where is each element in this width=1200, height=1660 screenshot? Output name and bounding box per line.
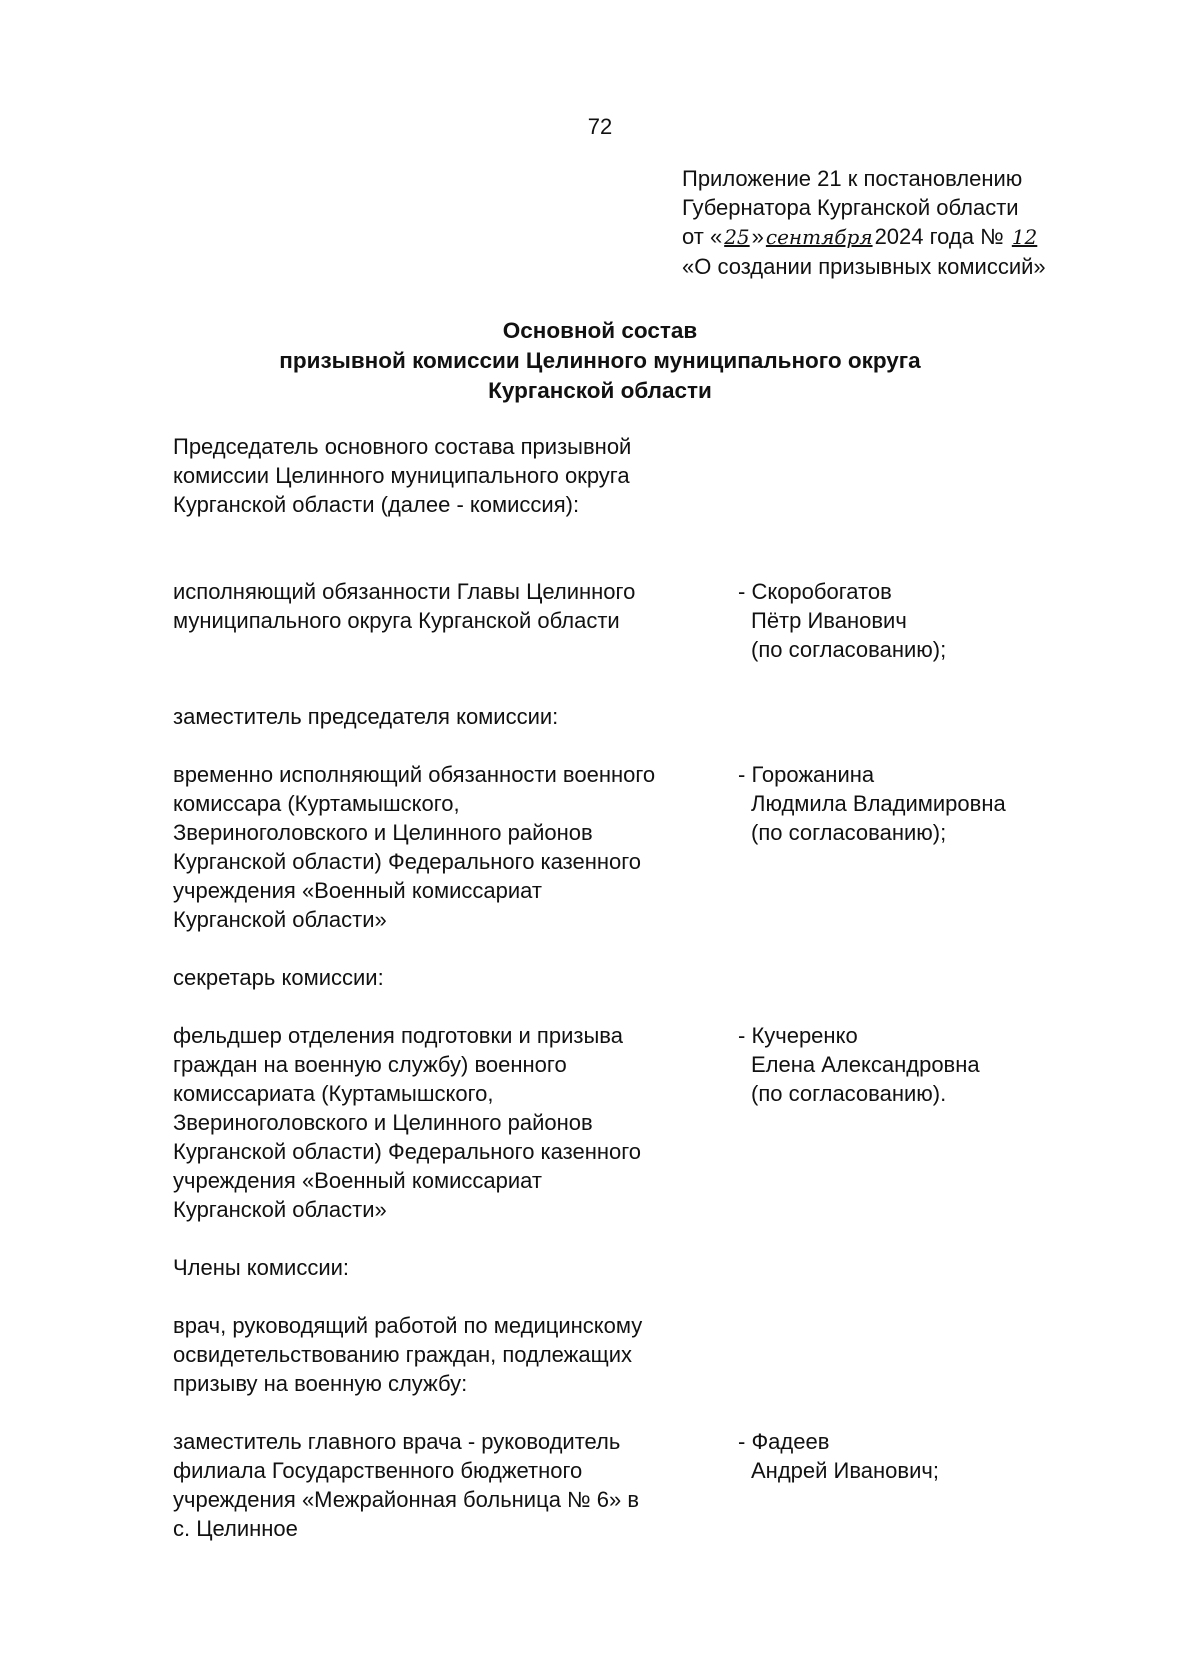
person-name — [738, 606, 1073, 635]
person-note-text: (по согласованию); — [751, 637, 947, 662]
appendix-header — [682, 164, 1192, 281]
entry-chairman-heading — [173, 432, 1073, 519]
text-line: учреждения «Межрайонная больница № 6» в — [173, 1487, 640, 1512]
person-note-text: (по согласованию). — [751, 1081, 947, 1106]
text-line: Курганской области) Федерального казенного — [173, 849, 642, 874]
text-line: секретарь комиссии: — [173, 965, 384, 990]
entry-right — [738, 1427, 1073, 1543]
entry-secretary — [173, 1021, 1073, 1224]
person-note — [738, 818, 1073, 847]
text-line: комиссара (Куртамышского, — [173, 791, 460, 816]
text-line: временно исполняющий обязанности военного — [173, 762, 656, 787]
appendix-date-mid: » — [751, 224, 764, 249]
text-line: учреждения «Военный комиссариат — [173, 878, 542, 903]
entry-left — [173, 1253, 738, 1282]
text-line: фельдшер отделения подготовки и призыва — [173, 1023, 623, 1048]
text-line: комиссии Целинного муниципального округа — [173, 463, 630, 488]
person-name-text: Елена Александровна — [751, 1052, 980, 1077]
text-line: Курганской области» — [173, 1197, 387, 1222]
person-surname: - Кучеренко — [738, 1023, 858, 1048]
entry-doctor-heading — [173, 1311, 1073, 1398]
entry-left — [173, 432, 738, 519]
entry-right — [738, 963, 1073, 992]
entry-chairman — [173, 577, 1073, 664]
entry-deputy-heading — [173, 702, 1073, 731]
appendix-line-2: Губернатора Курганской области — [682, 195, 1019, 220]
text-line: комиссариата (Куртамышского, — [173, 1081, 494, 1106]
person-surname: - Скоробогатов — [738, 579, 892, 604]
text-line: с. Целинное — [173, 1516, 298, 1541]
person-name — [738, 789, 1073, 818]
title-line-3: Курганской области — [488, 378, 712, 403]
text-line: освидетельствованию граждан, подлежащих — [173, 1342, 632, 1367]
appendix-line-4: «О создании призывных комиссий» — [682, 254, 1046, 279]
person-surname: - Фадеев — [738, 1429, 830, 1454]
person-note — [738, 1079, 1073, 1108]
title-line-1: Основной состав — [502, 318, 698, 343]
entry-right — [738, 1021, 1073, 1224]
text-line: Курганской области) Федерального казенного — [173, 1139, 642, 1164]
person-note — [738, 635, 1073, 664]
text-line: Члены комиссии: — [173, 1255, 350, 1280]
commission-list — [173, 432, 1073, 1543]
text-line: граждан на военную службу) военного — [173, 1052, 567, 1077]
entry-members-heading — [173, 1253, 1073, 1282]
text-line: муниципального округа Курганской области — [173, 608, 620, 633]
person-name — [738, 1050, 1073, 1079]
entry-left — [173, 577, 738, 664]
appendix-date-prefix: от « — [682, 224, 723, 249]
text-line: призыву на военную службу: — [173, 1371, 468, 1396]
person-name-text: Пётр Иванович — [751, 608, 907, 633]
handwritten-day: 25 — [724, 225, 750, 249]
entry-right — [738, 1253, 1073, 1282]
entry-left — [173, 963, 738, 992]
text-line: врач, руководящий работой по медицинскому — [173, 1313, 643, 1338]
document-title — [0, 316, 1200, 406]
person-name — [738, 1456, 1073, 1485]
text-line: филиала Государственного бюджетного — [173, 1458, 583, 1483]
entry-left — [173, 702, 738, 731]
text-line: учреждения «Военный комиссариат — [173, 1168, 542, 1193]
text-line: исполняющий обязанности Главы Целинного — [173, 579, 636, 604]
entry-right — [738, 760, 1073, 934]
entry-doctor — [173, 1427, 1073, 1543]
entry-right — [738, 702, 1073, 731]
person-name-text: Андрей Иванович; — [751, 1458, 939, 1483]
entry-right — [738, 1311, 1073, 1398]
entry-right — [738, 577, 1073, 664]
page-number: 72 — [587, 114, 613, 139]
text-line: Звериноголовского и Целинного районов — [173, 820, 593, 845]
entry-left — [173, 1427, 738, 1543]
text-line: заместитель главного врача - руководитель — [173, 1429, 621, 1454]
text-line: Звериноголовского и Целинного районов — [173, 1110, 593, 1135]
entry-left — [173, 1311, 738, 1398]
entry-left — [173, 1021, 738, 1224]
title-line-2: призывной комиссии Целинного муниципального округа — [279, 348, 921, 373]
person-note-text: (по согласованию); — [751, 820, 947, 845]
handwritten-month: сентября — [765, 225, 873, 249]
text-line: Курганской области (далее - комиссия): — [173, 492, 580, 517]
person-surname: - Горожанина — [738, 762, 875, 787]
text-line: заместитель председателя комиссии: — [173, 704, 559, 729]
entry-right — [738, 432, 1073, 519]
appendix-line-1: Приложение 21 к постановлению — [682, 166, 1023, 191]
person-name-text: Людмила Владимировна — [751, 791, 1006, 816]
text-line: Курганской области» — [173, 907, 387, 932]
text-line: Председатель основного состава призывной — [173, 434, 632, 459]
entry-left — [173, 760, 738, 934]
handwritten-number: 12 — [1011, 225, 1038, 249]
appendix-line-3 — [682, 222, 1192, 252]
entry-deputy — [173, 760, 1073, 934]
entry-secretary-heading — [173, 963, 1073, 992]
appendix-year: 2024 года № — [874, 224, 1004, 249]
